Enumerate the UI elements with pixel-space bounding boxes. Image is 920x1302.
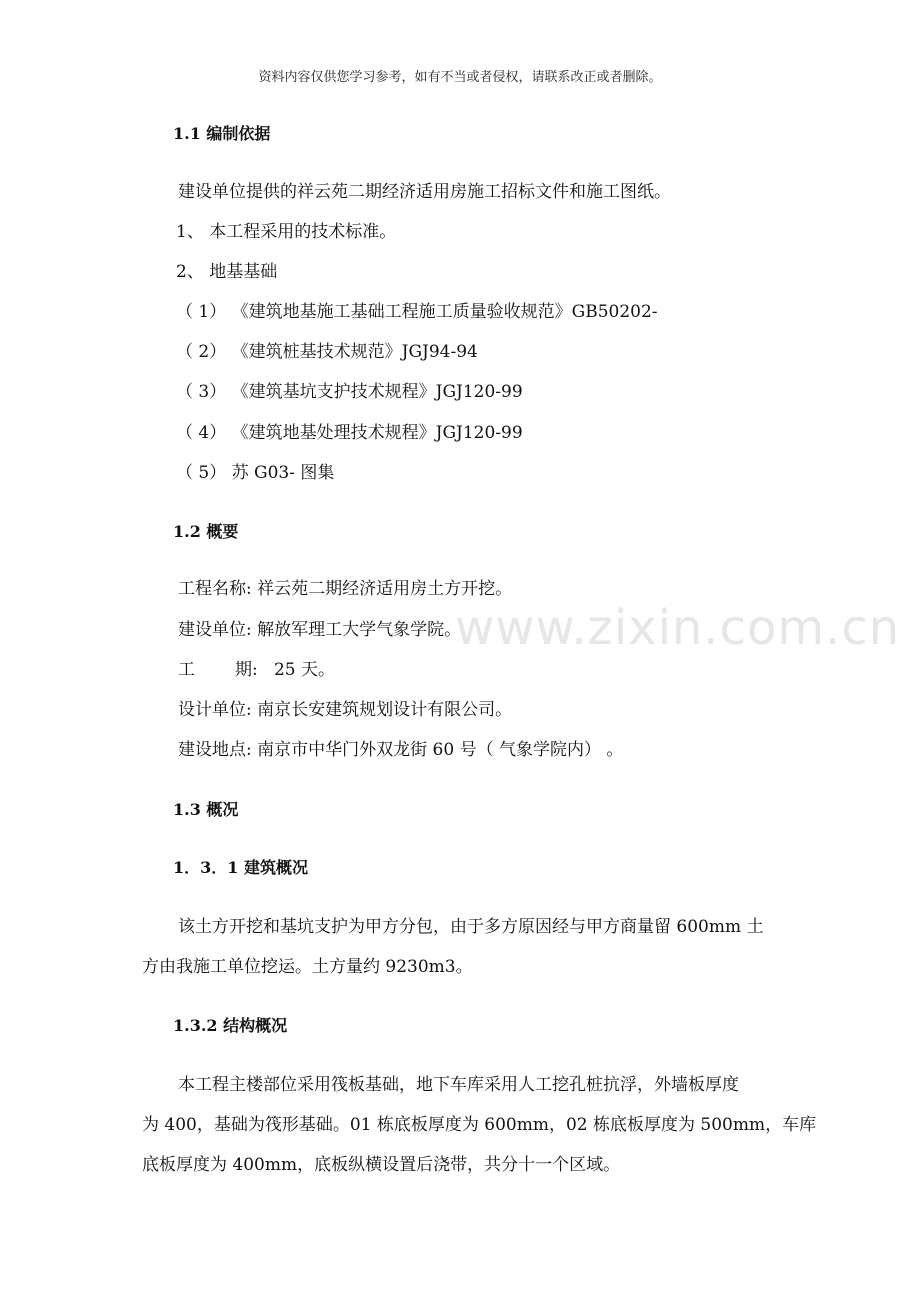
paragraph-structure-line-1: 本工程主楼部位采用筏板基础，地下车库采用人工挖孔桩抗浮，外墙板厚度 <box>178 1075 739 1095</box>
watermark-text: www.zixin.com.cn <box>455 600 901 656</box>
field-duration-label-part2: 期: <box>235 660 258 680</box>
list-item-foundation: 2、 地基基础 <box>176 262 278 282</box>
field-duration-label-part1: 工 <box>178 660 195 680</box>
page-header-disclaimer: 资料内容仅供您学习参考，如有不当或者侵权，请联系改正或者删除。 <box>258 70 662 85</box>
reference-item-3: （ 3） 《建筑基坑支护技术规程》JGJ120-99 <box>176 382 523 402</box>
paragraph-structure-line-3: 底板厚度为 400mm，底板纵横设置后浇带，共分十一个区域。 <box>142 1155 621 1175</box>
reference-item-2: （ 2） 《建筑桩基技术规范》JGJ94-94 <box>176 342 478 362</box>
field-design-unit: 设计单位: 南京长安建筑规划设计有限公司。 <box>178 700 513 720</box>
field-duration <box>178 660 335 680</box>
reference-item-1: （ 1） 《建筑地基施工基础工程施工质量验收规范》GB50202- <box>176 302 658 322</box>
field-project-name: 工程名称: 祥云苑二期经济适用房土方开挖。 <box>178 579 513 599</box>
field-duration-value: 25 天。 <box>273 660 335 680</box>
paragraph-architecture-line-1: 该土方开挖和基坑支护为甲方分包，由于多方原因经与甲方商量留 600mm 土 <box>178 917 764 937</box>
section-heading-1-1: 1.1 编制依据 <box>173 124 271 143</box>
field-construction-unit: 建设单位: 解放军理工大学气象学院。 <box>178 620 462 640</box>
subsection-heading-1-3-2: 1.3.2 结构概况 <box>173 1016 288 1035</box>
subsection-heading-1-3-1: 1．3．1 建筑概况 <box>173 858 308 877</box>
reference-item-4: （ 4） 《建筑地基处理技术规程》JGJ120-99 <box>176 423 523 443</box>
field-location: 建设地点: 南京市中华门外双龙街 60 号（ 气象学院内） 。 <box>178 740 624 760</box>
paragraph-structure-line-2: 为 400，基础为筏形基础。01 栋底板厚度为 600mm，02 栋底板厚度为 500mm，车库 <box>142 1115 817 1135</box>
section-heading-1-2: 1.2 概要 <box>173 522 239 541</box>
paragraph-basis-intro: 建设单位提供的祥云苑二期经济适用房施工招标文件和施工图纸。 <box>178 182 671 202</box>
section-heading-1-3: 1.3 概况 <box>173 800 239 819</box>
list-item-technical-standards: 1、 本工程采用的技术标准。 <box>176 222 397 242</box>
reference-item-5: （ 5） 苏 G03- 图集 <box>176 463 335 483</box>
paragraph-architecture-line-2: 方由我施工单位挖运。土方量约 9230m3。 <box>142 957 473 977</box>
